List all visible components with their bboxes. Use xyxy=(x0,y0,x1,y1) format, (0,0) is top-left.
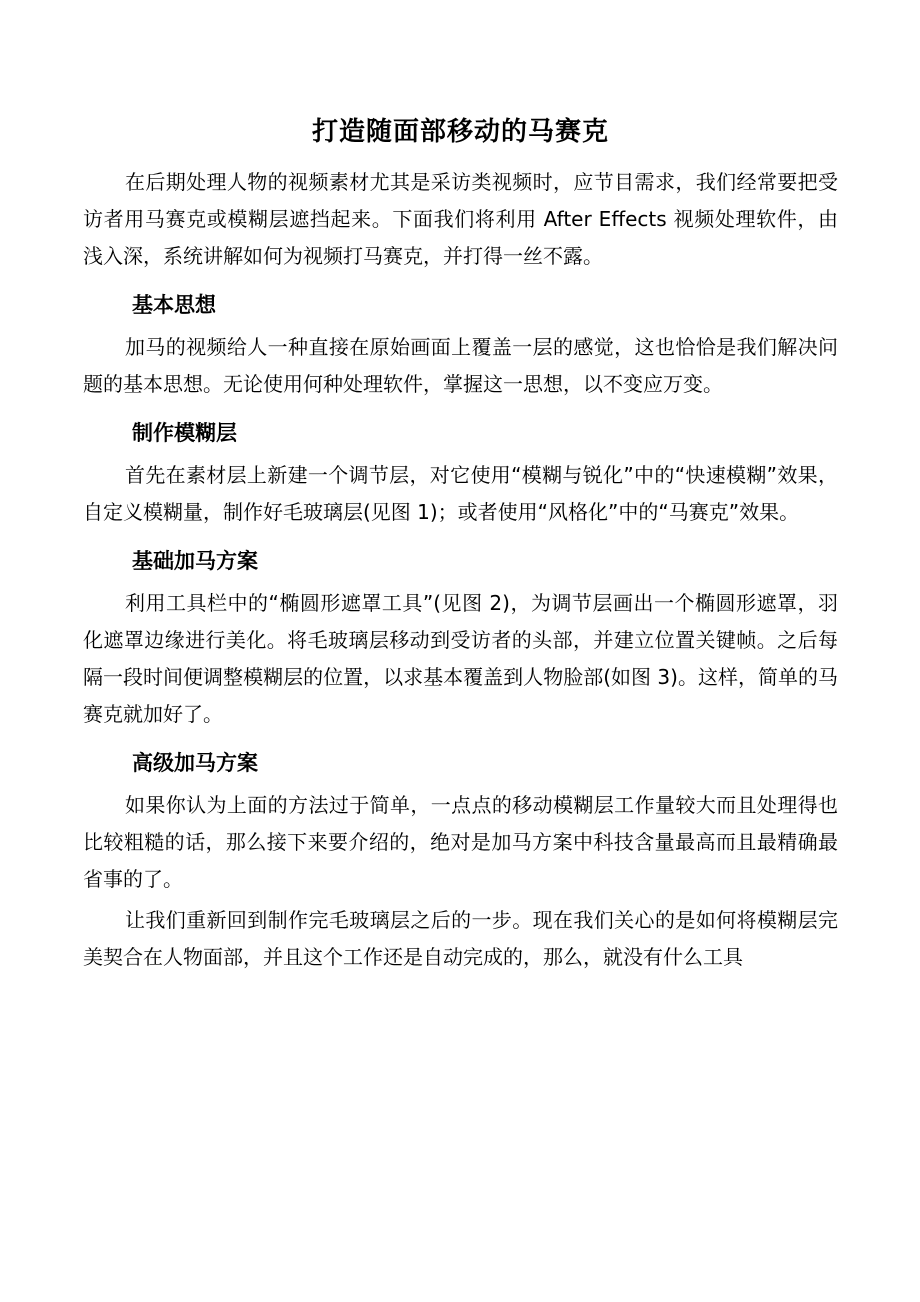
section-heading-blur-layer: 制作模糊层 xyxy=(132,421,237,445)
section-heading-basic-idea: 基本思想 xyxy=(132,293,216,317)
section-paragraph: 让我们重新回到制作完毛玻璃层之后的一步。现在我们关心的是如何将模糊层完美契合在人物面部，并且这个工作还是自动完成的，那么，就没有什么工具 xyxy=(83,908,838,969)
section-paragraph: 加马的视频给人一种直接在原始画面上覆盖一层的感觉，这也恰恰是我们解决问题的基本思想。无论使用何种处理软件，掌握这一思想，以不变应万变。 xyxy=(83,335,838,396)
section-heading-advanced-mosaic: 高级加马方案 xyxy=(132,751,258,775)
section-paragraph: 利用工具栏中的“椭圆形遮罩工具”(见图 2)，为调节层画出一个椭圆形遮罩，羽化遮罩边缘进行美化。将毛玻璃层移动到受访者的头部，并建立位置关键帧。之后每隔一段时间便调整模糊层的位置，以求基本覆盖到人物脸部(如图 3)。这样，简单的马赛克就加好了。 xyxy=(83,591,838,726)
section-heading-basic-mosaic: 基础加马方案 xyxy=(132,549,258,573)
section-paragraph: 首先在素材层上新建一个调节层，对它使用“模糊与锐化”中的“快速模糊”效果，自定义模糊量，制作好毛玻璃层(见图 1)；或者使用“风格化”中的“马赛克”效果。 xyxy=(83,463,838,524)
document-title: 打造随面部移动的马赛克 xyxy=(311,117,609,147)
intro-paragraph: 在后期处理人物的视频素材尤其是采访类视频时，应节目需求，我们经常要把受访者用马赛克或模糊层遮挡起来。下面我们将利用 After Effects 视频处理软件，由浅入深，系统讲解如何为视频打马赛克，并打得一丝不露。 xyxy=(83,170,838,268)
section-paragraph: 如果你认为上面的方法过于简单，一点点的移动模糊层工作量较大而且处理得也比较粗糙的话，那么接下来要介绍的，绝对是加马方案中科技含量最高而且最精确最省事的了。 xyxy=(83,793,838,891)
